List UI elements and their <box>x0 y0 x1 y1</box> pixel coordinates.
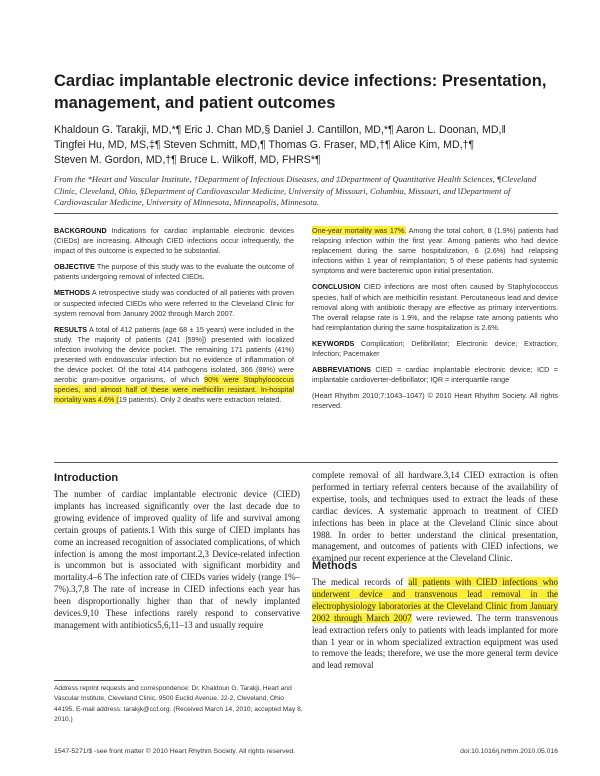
highlight-one-year-mortality: One-year mortality was 17%. <box>312 226 407 235</box>
abstract-results: RESULTS A total of 412 patients (age 68 ± 15 years) were included in the study. The majority of patients (241 [59%]) presented with localized infection involving the device pocket. The remaining 171 patients (41%) presented with endovascular infection but no evidence of inflammation of the device pocket. Of the total 414 pathogens isolated, 366 (88%) were aerobic gram-positive organisms, of which 90% were Staphylococcus species, and almost half of these were methicillin resistant. In-hospital mortality was 4.6% (19 patients). Only 2 deaths were extraction related. <box>54 324 294 405</box>
abstract-left-column <box>54 226 294 412</box>
abstract-results-cont: One-year mortality was 17%. Among the total cohort, 8 (1.9%) patients had relapsing infection within the first year. Among patients who had device replacement during the same hospitalization, 6 (2.6%) had relapsing infections within 1 year of reimplantation; 5 of these patients had systemic symptoms and were bacteremic upon initial presentation. <box>312 226 558 276</box>
doi-footer: doi:10.1016/j.hrthm.2010.05.016 <box>460 748 558 755</box>
abstract-abbreviations: ABBREVIATIONS CIED = cardiac implantable electronic device; ICD = implantable cardioverter-defibrillator; IQR = interquartile range <box>312 365 558 385</box>
intro-continued-text: complete removal of all hardware.3,14 CIED extraction is often performed in tertiary referral centers because of the availability of expertise, tools, and techniques used to extract the leads of these cardiac devices. A systematic approach to treatment of CIED infections has been in place at the Cleveland Clinic since about 1988. In order to better understand the clinical presentation, management, and outcomes of patients with CIED infections, we examined our recent experience at the Cleveland Clinic. <box>312 470 558 564</box>
abstract-objective: OBJECTIVE The purpose of this study was to the evaluate the outcome of patients undergoing removal of infected CIEDs. <box>54 262 294 282</box>
abstract-citation: (Heart Rhythm 2010;7:1043–1047) © 2010 Heart Rhythm Society. All rights reserved. <box>312 391 558 411</box>
abstract-conclusion: CONCLUSION CIED infections are most often caused by Staphylococcus species, half of which are methicillin resistant. Percutaneous lead and device removal along with antibiotic therapy are effective as primary interventions. The overall relapse rate is 1.9%, and the relapse rate among patients who had reimplantation during the same hospitalization is 2.6%. <box>312 282 558 332</box>
article-title: Cardiac implantable electronic device infections: Presentation, management, and patient outcomes <box>54 72 547 112</box>
methods-heading: Methods <box>312 560 358 572</box>
abstract-bottom-rule <box>54 462 558 463</box>
author-list <box>54 123 554 169</box>
intro-heading: Introduction <box>54 472 119 484</box>
abstract-top-rule <box>54 213 558 214</box>
abstract-keywords: KEYWORDS Complication; Defibrillator; Electronic device; Extraction; Infection; Pacemaker <box>312 338 558 359</box>
abstract-methods: METHODS A retrospective study was conducted of all patients with proven or suspected infected CIEDs who were referred to the Cleveland Clinic for system removal from January 2002 through March 2007. <box>54 288 294 318</box>
abstract-right-column <box>312 226 558 418</box>
abstract-background: BACKGROUND Indications for cardiac implantable electronic devices (CIEDs) are increasing. Although CIED infections occur infrequently, the impact of this outcome is expected to be substantial. <box>54 226 295 256</box>
author-line-1: Khaldoun G. Tarakji, MD,*¶ Eric J. Chan MD,§ Daniel J. Cantillon, MD,*¶ Aaron L. Doonan, MD,‖ <box>54 124 506 136</box>
footnote-rule <box>54 680 134 681</box>
affiliations: From the *Heart and Vascular Institute, †Department of Infectious Diseases, and ‡Department of Quantitative Health Sciences, ¶Cleveland Clinic, Cleveland, Ohio, §Department of Cardiovascular Medicine, University of Missouri, Columbia, Missouri, and ‖Department of Cardiovascular Medicine, University of Minnesota, Minneapolis, Minnesota. <box>54 174 537 208</box>
highlight-staph: 90% were Staphylococcus species, and almost half of these were methicillin resistant. In-hospital mortality was 4.6% ( <box>54 375 294 405</box>
author-line-2: Tingfei Hu, MD, MS,‡¶ Steven Schmitt, MD,¶ Thomas G. Fraser, MD,†¶ Alice Kim, MD,†¶ <box>54 139 475 152</box>
intro-text: The number of cardiac implantable electronic device (CIED) implants has increased significantly over the last decade due to growing evidence of improved quality of life and survival among certain groups of patients.1 With this surge of CIED implants has come an increased recognition of associated complications, of which infection is among the most important.2,3 Device-related infection is uncommon but is associated with significant morbidity and mortality.4–6 The infection rate of CIEDs varies widely (range 1%–7%).3,7,8 The rate of increase in CIED infections each year has been disproportionally higher than that of newly implanted devices.9,10 These infections rarely respond to conservative management with antibiotics5,6,11–13 and usually require <box>54 489 300 630</box>
correspondence-footnote: Address reprint requests and correspondence: Dr. Khaldoun G. Tarakji, Heart and Vascular Institute, Cleveland Clinic, 9500 Euclid Avenue, J2-2, Cleveland, Ohio 44195. E-mail address: tarakjk@ccf.org. (Received March 14, 2010; accepted May 8, 2010.) <box>54 685 303 723</box>
highlight-methods-cohort: all patients with CIED infections who underwent device and transvenous lead removal in the electrophysiology laboratories at the Cleveland Clinic from January 2002 through March 2007 <box>312 577 558 623</box>
methods-text: The medical records of all patients with CIED infections who underwent device and transvenous lead removal in the electrophysiology laboratories at the Cleveland Clinic from January 2002 through March 2007 were reviewed. The term transvenous lead extraction refers only to patients with leads implanted for more than 1 year or in whom specialized extraction equipment was used to remove the leads; therefore, we use the more general term device and lead removal <box>312 577 559 671</box>
issn-footer: 1547-5271/$ -see front matter © 2010 Heart Rhythm Society. All rights reserved. <box>54 748 296 755</box>
author-line-3: Steven M. Gordon, MD,†¶ Bruce L. Wilkoff, MD, FHRS*¶ <box>54 154 321 167</box>
